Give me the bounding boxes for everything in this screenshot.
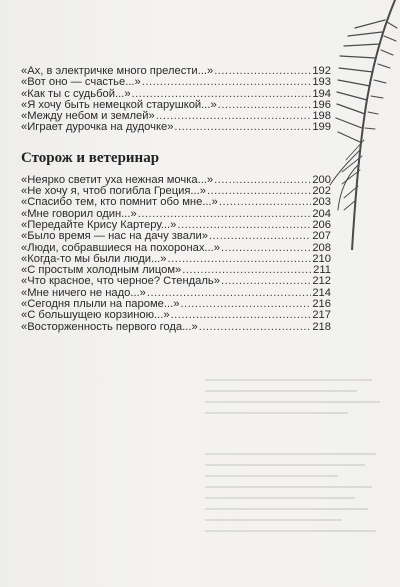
leader-dots	[142, 77, 312, 88]
toc-entry-page: 208	[312, 241, 331, 254]
toc-entry-title: «Мне ничего не надо...»	[21, 286, 146, 299]
toc-entry-page: 210	[312, 252, 331, 265]
toc-entry-title: «Люди, собравшиеся на похоронах...»	[21, 241, 220, 254]
toc-entry-title: «Восторженность первого года...»	[21, 320, 198, 333]
leader-dots	[180, 299, 311, 310]
toc-entry-page: 211	[313, 264, 331, 277]
toc-entry-title: «Было время — нас на дачу звали»	[21, 230, 208, 243]
leader-dots	[214, 66, 311, 77]
bleed-through-text	[205, 340, 395, 580]
toc-entry-title: «Играет дурочка на дудочке»	[21, 121, 174, 134]
toc-entry-page: 194	[312, 87, 331, 100]
toc-entry-title: «Спасибо тем, кто помнит обо мне...»	[21, 196, 218, 209]
toc-entry[interactable]	[21, 310, 331, 321]
toc-entry-page: 193	[312, 76, 331, 89]
toc-entry-title: «Что красное, что черное? Стендаль»	[21, 275, 220, 288]
leader-dots	[156, 111, 312, 122]
table-of-contents	[21, 66, 331, 333]
toc-entry-title: «Как ты с судьбой...»	[21, 87, 131, 100]
leader-dots	[221, 276, 311, 287]
leader-dots	[218, 100, 312, 111]
toc-entry-page: 217	[312, 309, 331, 322]
toc-entry-page: 198	[312, 110, 331, 123]
toc-entry-title: «Между небом и землей»	[21, 110, 155, 123]
toc-entry-page: 196	[312, 98, 331, 111]
leader-dots	[199, 322, 312, 333]
toc-entry[interactable]	[21, 231, 331, 242]
toc-entry[interactable]	[21, 322, 331, 333]
toc-entry-page: 199	[312, 121, 331, 134]
section-heading: Сторож и ветеринар	[21, 149, 160, 166]
toc-entry-title: «Сегодня плыли на пароме...»	[21, 298, 180, 311]
toc-entry-title: «Вот оно — счастье...»	[21, 76, 141, 89]
toc-entry-title: «Не хочу я, чтоб погибла Греция...»	[21, 185, 206, 198]
toc-entry-title: «Когда-то мы были люди...»	[21, 252, 167, 265]
leader-dots	[174, 122, 311, 133]
toc-entry-page: 214	[312, 286, 331, 299]
leader-dots	[214, 175, 311, 186]
leader-dots	[219, 197, 311, 208]
toc-entry-title: «Передайте Крису Картеру...»	[21, 218, 177, 231]
toc-entry-page: 200	[312, 173, 331, 186]
toc-entry-page: 192	[312, 65, 331, 77]
toc-group-2	[21, 175, 331, 333]
leader-dots	[221, 243, 311, 254]
toc-entry-title: «С большущею корзиною...»	[21, 309, 170, 322]
toc-entry-title: «Мне говорил один...»	[21, 207, 137, 220]
toc-entry-page: 206	[312, 218, 331, 231]
toc-entry[interactable]	[21, 122, 331, 133]
toc-entry[interactable]	[21, 197, 331, 208]
leader-dots	[209, 231, 311, 242]
toc-entry-title: «Неярко светит уха нежная мочка...»	[21, 173, 214, 186]
leader-dots	[207, 186, 311, 197]
toc-entry-page: 203	[312, 196, 331, 209]
toc-entry-page: 204	[312, 207, 331, 220]
toc-entry-page: 212	[312, 275, 331, 288]
toc-entry[interactable]	[21, 77, 331, 88]
toc-entry-title: «Я хочу быть немецкой старушкой...»	[21, 98, 217, 111]
leader-dots	[168, 254, 312, 265]
toc-entry-page: 218	[312, 320, 331, 333]
toc-entry-page: 216	[312, 298, 331, 311]
toc-entry-page: 202	[312, 185, 331, 198]
toc-group-1	[21, 66, 331, 134]
leader-dots	[171, 310, 312, 321]
toc-entry-title: «Ах, в электричке много прелести...»	[21, 65, 214, 77]
toc-entry-title: «С простым холодным лицом»	[21, 264, 182, 277]
toc-entry-page: 207	[312, 230, 331, 243]
